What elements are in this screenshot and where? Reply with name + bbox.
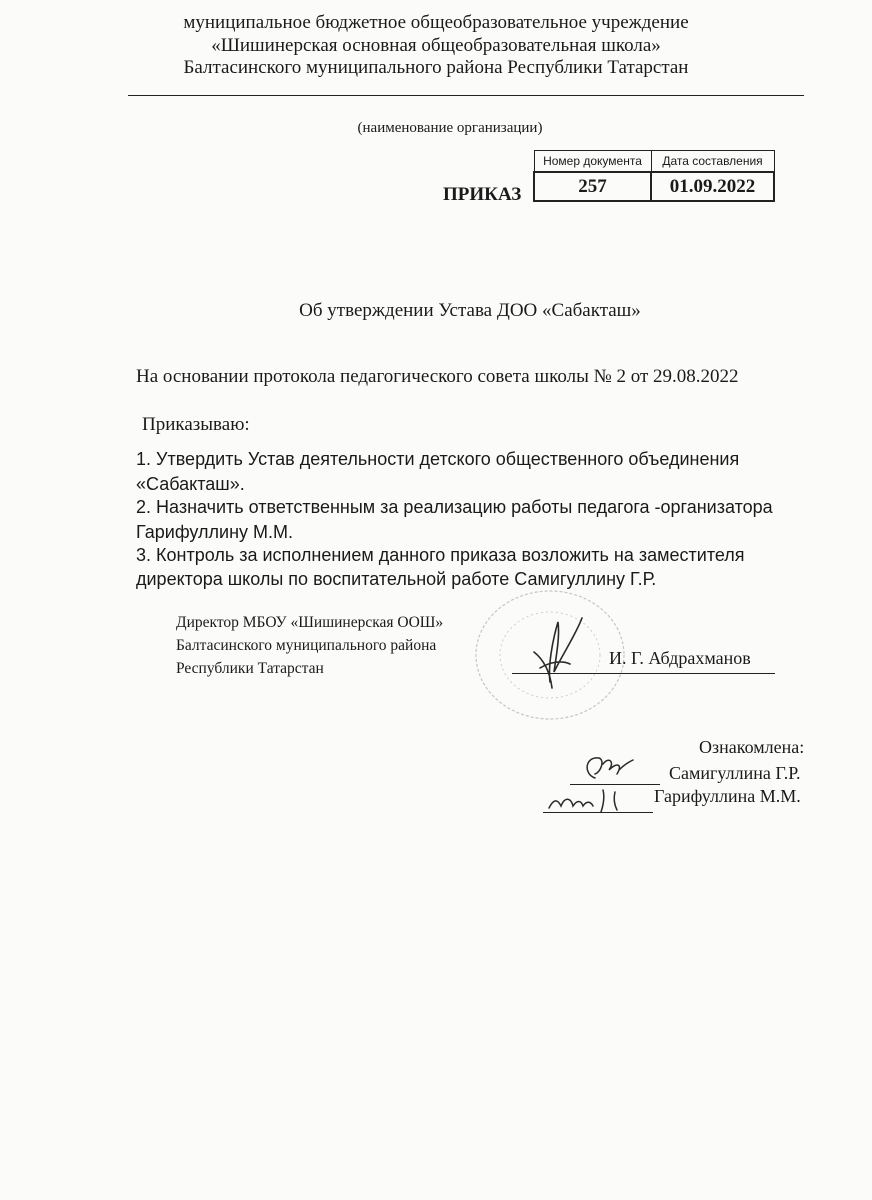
signatory-line-2: Балтасинского муниципального района xyxy=(176,637,437,654)
org-caption: (наименование организации) xyxy=(357,120,543,136)
org-name-underline xyxy=(128,95,804,96)
org-name-line-2: «Шишинерская основная общеобразовательная школа» xyxy=(211,35,661,56)
director-signature-line xyxy=(512,673,775,674)
garifullina-signature-line xyxy=(543,812,653,813)
doc-type-title: ПРИКАЗ xyxy=(443,184,522,205)
doc-date-header: Дата составления xyxy=(651,151,774,173)
item-1-line-1: 1. Утвердить Устав деятельности детского общественного объединения xyxy=(136,449,740,469)
samigullina-signature-line xyxy=(570,784,660,785)
item-3-line-2: директора школы по воспитательной работе Самигуллину Г.Р. xyxy=(136,569,657,589)
director-signature-icon xyxy=(520,612,590,692)
samigullina-signature-icon xyxy=(575,750,645,786)
item-2-line-1: 2. Назначить ответственным за реализацию работы педагога -организатора xyxy=(136,497,773,517)
org-name-line-1: муниципальное бюджетное общеобразовательное учреждение xyxy=(183,12,689,33)
signatory-line-1: Директор МБОУ «Шишинерская ООШ» xyxy=(176,614,444,631)
doc-date-value: 01.09.2022 xyxy=(651,172,774,201)
doc-number-header: Номер документа xyxy=(534,151,651,173)
order-basis: На основании протокола педагогического совета школы № 2 от 29.08.2022 xyxy=(136,366,739,387)
org-name-line-3: Балтасинского муниципального района Республики Татарстан xyxy=(183,57,689,78)
doc-number-value: 257 xyxy=(534,172,651,201)
item-2-line-2: Гарифуллину М.М. xyxy=(136,522,294,542)
order-subject: Об утверждении Устава ДОО «Сабакташ» xyxy=(299,300,641,321)
signatory-line-3: Республики Татарстан xyxy=(176,660,324,677)
acknowledged-name-2: Гарифуллина М.М. xyxy=(654,786,801,806)
acknowledged-name-1: Самигуллина Г.Р. xyxy=(669,763,801,783)
acknowledgement-label: Ознакомлена: xyxy=(699,737,805,757)
item-3-line-1: 3. Контроль за исполнением данного приказа возложить на заместителя xyxy=(136,545,745,565)
document-number-table xyxy=(533,150,775,202)
order-word: Приказываю: xyxy=(142,414,250,435)
director-name: И. Г. Абдрахманов xyxy=(609,648,751,668)
item-1-line-2: «Сабакташ». xyxy=(136,474,245,494)
